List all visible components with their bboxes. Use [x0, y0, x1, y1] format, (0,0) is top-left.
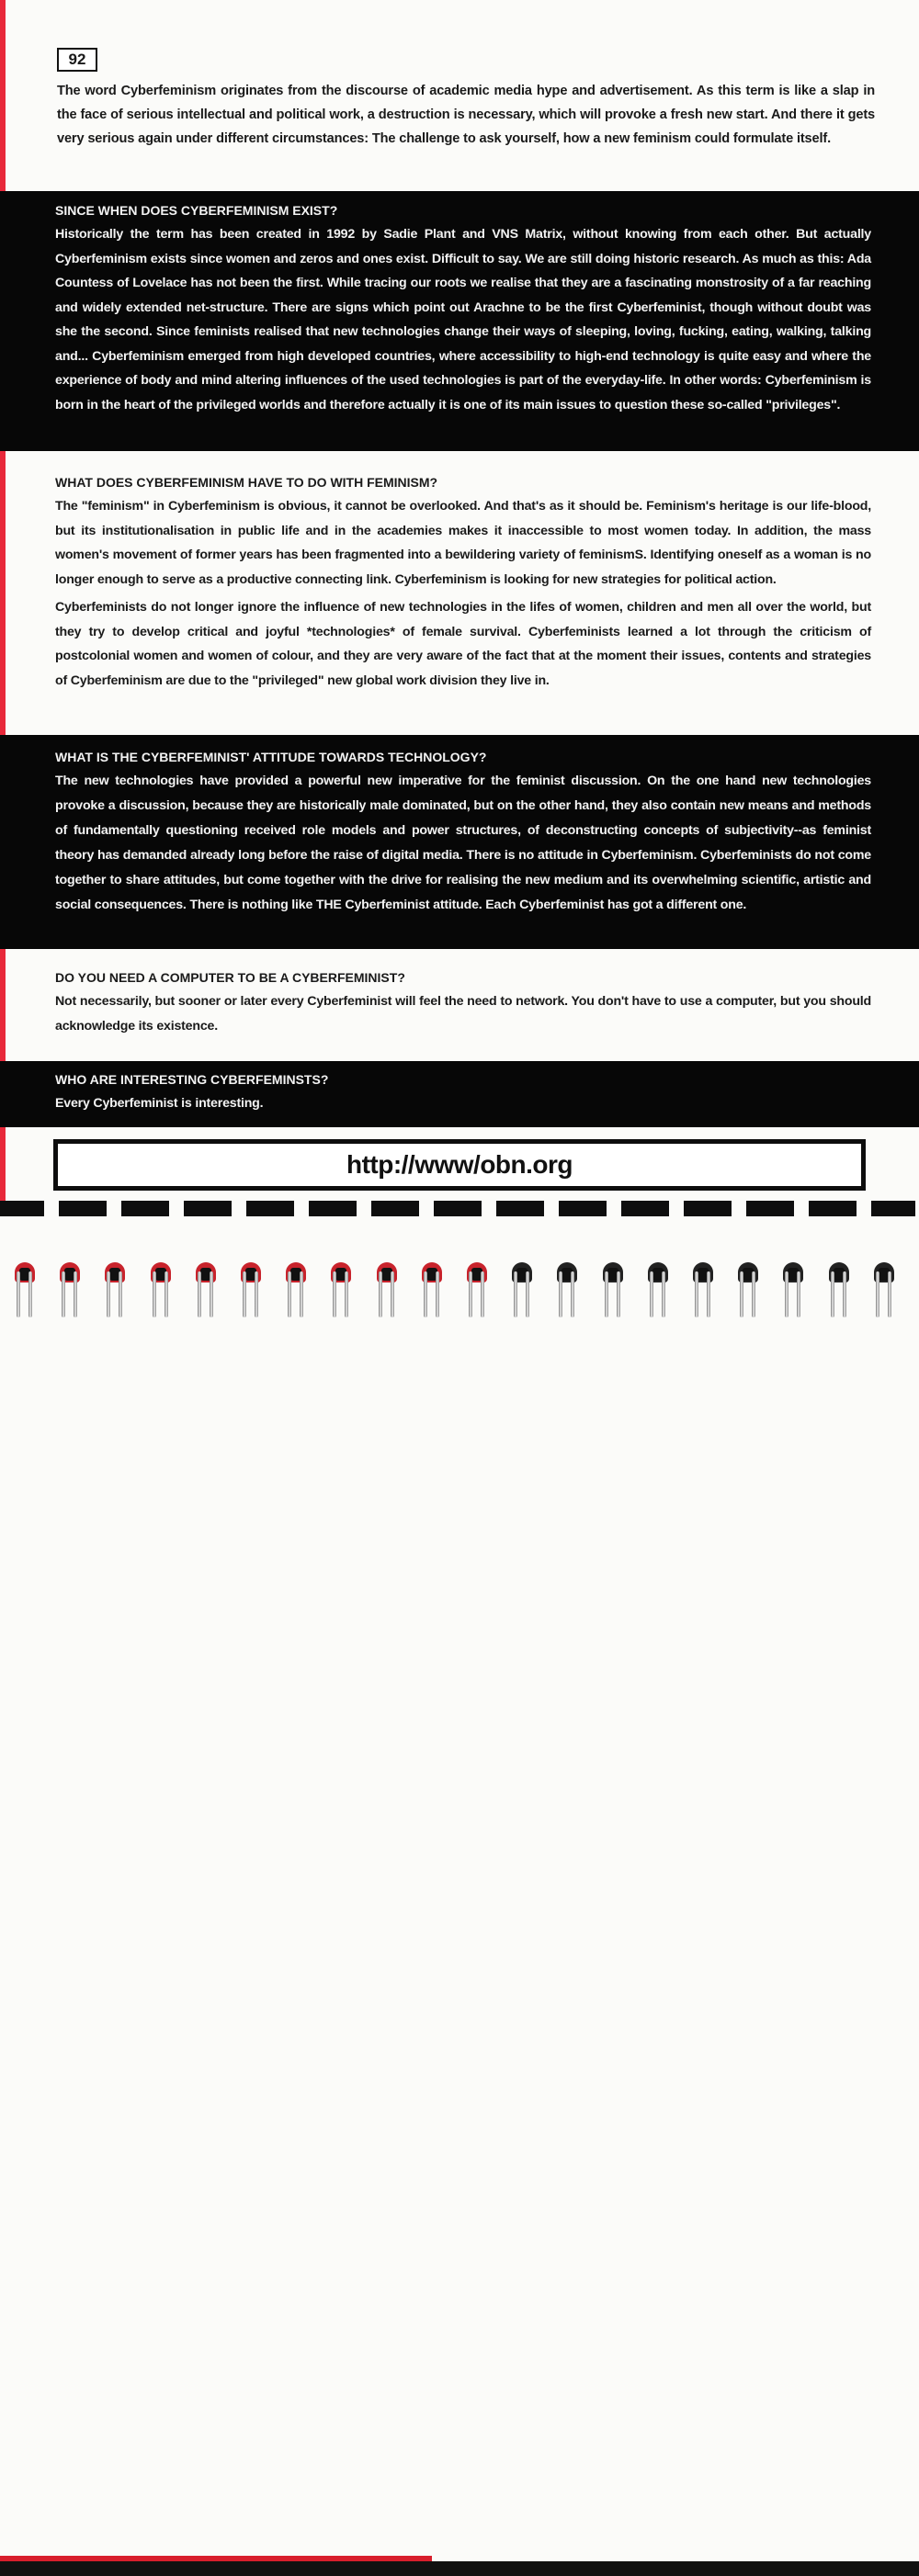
footer-url-box	[53, 1139, 866, 1191]
binding-ring	[375, 1262, 399, 1317]
section-paragraph: Historically the term has been created in 1992 by Sadie Plant and VNS Matrix, without knowing from each other. But actually Cyberfeminism exists since women and zeros and ones exist. Difficult to say. We are still doing historic research. As much as this: Ada Countess of Lovelace has not been the first. While tracing our roots we realise that they are a fascinating monstrosity of a far reaching and widely extended net-structure. There are signs which point out Arachne to be the first Cyberfeminist, though without doubt was she the second. Since feminists realised that new technologies change their ways of sleeping, loving, fucking, eating, walking, talking and... Cyberfeminism emerged from high developed countries, where accessibility to high-end technology is quite easy and where the experience of body and mind altering influences of the used technologies is part of the everyday-life. In other words: Cyberfeminism is born in the heart of the privileged worlds and therefore actually it is one of its main issues to question these so-called "privileges".	[55, 227, 871, 412]
binding-ring	[646, 1262, 670, 1317]
binding-ring	[465, 1262, 489, 1317]
section-since-when	[0, 191, 919, 451]
binding-ring	[691, 1262, 715, 1317]
section-heading: WHAT DOES CYBERFEMINISM HAVE TO DO WITH FEMINISM?	[55, 475, 438, 490]
spiral-binding	[0, 1259, 919, 1317]
binding-ring	[827, 1262, 851, 1317]
section-attitude-technology	[0, 735, 919, 949]
divider-dash	[496, 1201, 544, 1216]
binding-ring	[736, 1262, 760, 1317]
section-interesting-cyberfeminists	[0, 1061, 919, 1127]
binding-ring	[13, 1262, 37, 1317]
binding-ring	[329, 1262, 353, 1317]
binding-ring	[555, 1262, 579, 1317]
binding-ring	[872, 1262, 896, 1317]
divider-dash	[684, 1201, 732, 1216]
dashed-divider	[0, 1201, 919, 1219]
divider-dash	[559, 1201, 607, 1216]
divider-dash	[434, 1201, 482, 1216]
divider-dash	[371, 1201, 419, 1216]
binding-ring	[194, 1262, 218, 1317]
section-feminism	[0, 465, 919, 728]
divider-dash	[121, 1201, 169, 1216]
section-heading: WHAT IS THE CYBERFEMINIST' ATTITUDE TOWARDS TECHNOLOGY?	[55, 750, 487, 764]
divider-dash	[809, 1201, 857, 1216]
binding-ring	[239, 1262, 263, 1317]
section-paragraph: The new technologies have provided a powerful new imperative for the feminist discussion. On the one hand new technologies provoke a discussion, because they are historically male dominated, but on the other hand, they also contain new means and methods of fundamentally questioning received role models and power structures, of deconstructing concepts of subjectivity--as feminist theory has demanded already long before the raise of digital media. There is no attitude in Cyberfeminism. Cyberfeminists do not come together to share attitudes, but come together with the drive for realising the new medium and its overwhelming scientific, artistic and social consequences. There is nothing like THE Cyberfeminist attitude. Each Cyberfeminist has got a different one.	[55, 774, 871, 912]
binding-ring	[284, 1262, 308, 1317]
binding-ring	[103, 1262, 127, 1317]
binding-ring	[420, 1262, 444, 1317]
section-heading: WHO ARE INTERESTING CYBERFEMINSTS?	[55, 1072, 329, 1087]
section-heading: DO YOU NEED A COMPUTER TO BE A CYBERFEMINIST?	[55, 970, 405, 985]
binding-ring	[781, 1262, 805, 1317]
intro-paragraph: The word Cyberfeminism originates from the discourse of academic media hype and advertisement. As this term is like a slap in the face of serious intellectual and political work, a destruction is necessary, which will provoke a fresh new start. And there it gets very serious again under different circumstances: The challenge to ask yourself, how a new feminism could formulate itself.	[57, 84, 875, 146]
binding-ring	[58, 1262, 82, 1317]
binding-ring	[510, 1262, 534, 1317]
binding-ring	[601, 1262, 625, 1317]
section-paragraph: Every Cyberfeminist is interesting.	[55, 1096, 264, 1111]
divider-dash	[246, 1201, 294, 1216]
binding-ring	[149, 1262, 173, 1317]
section-paragraph: Cyberfeminists do not longer ignore the influence of new technologies in the lifes of women, children and men all over the world, but they try to develop critical and joyful *technologies* of female survival. Cyberfeminists learned a lot through the criticism of postcolonial women and women of colour, and they are very aware of the fact that at the moment their issues, contents and strategies of Cyberfeminism are due to the "privileged" new global work division they live in.	[55, 600, 871, 688]
divider-dash	[746, 1201, 794, 1216]
section-paragraph: Not necessarily, but sooner or later every Cyberfeminist will feel the need to network. You don't have to use a computer, but you should acknowledge its existence.	[55, 994, 871, 1034]
divider-dash	[184, 1201, 232, 1216]
divider-dash	[59, 1201, 107, 1216]
divider-dash	[309, 1201, 357, 1216]
section-need-computer	[0, 960, 919, 1052]
divider-dash	[0, 1201, 44, 1216]
divider-dash	[621, 1201, 669, 1216]
divider-dash	[871, 1201, 915, 1216]
section-paragraph: The "feminism" in Cyberfeminism is obvious, it cannot be overlooked. And that's as it should be. Feminism's heritage is our life-blood, but its institutionalisation in public life and in the academies makes it inaccessible to most women today. In addition, the mass women's movement of former years has been fragmented into a bewildering variety of feminismS. Identifying oneself as a woman is no longer enough to serve as a productive connecting link. Cyberfeminism is looking for new strategies for political action.	[55, 499, 871, 587]
section-heading: SINCE WHEN DOES CYBERFEMINISM EXIST?	[55, 203, 338, 218]
bottom-dark-strip	[0, 2561, 919, 2576]
footer-url-link[interactable]: http://www/obn.org	[346, 1150, 573, 1179]
page-number-box: 92	[57, 48, 97, 72]
